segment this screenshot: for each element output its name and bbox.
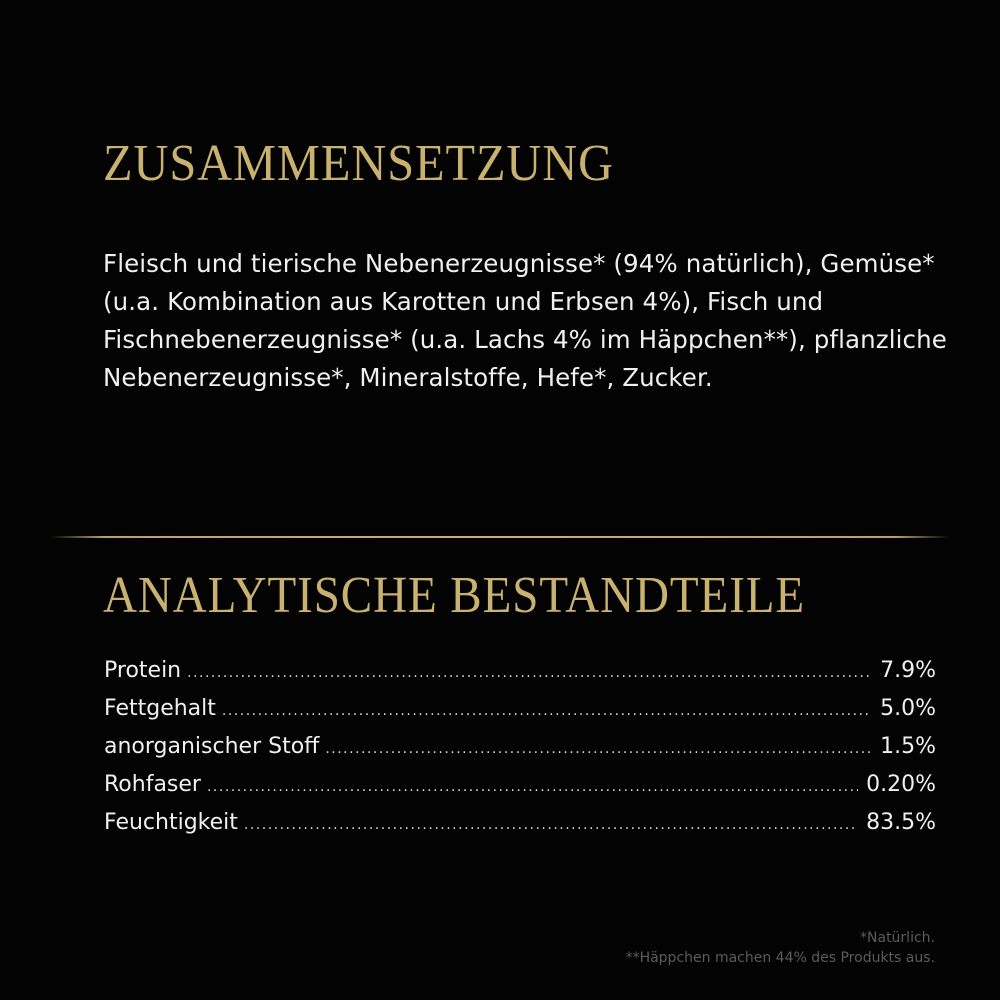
row-label: Feuchtigkeit <box>104 810 238 835</box>
row-value: 5.0% <box>880 696 936 721</box>
analysis-row-protein <box>104 658 936 696</box>
row-value: 1.5% <box>880 734 936 759</box>
row-label: Fettgehalt <box>104 696 216 721</box>
row-label: anorganischer Stoff <box>104 734 320 759</box>
analysis-row-ash <box>104 734 936 772</box>
composition-text: Fleisch und tierische Nebenerzeugnisse* (94% natürlich), Gemüse* (u.a. Kombination aus Karotten und Erbsen 4%), Fisch und Fischnebenerzeugnisse* (u.a. Lachs 4% im Häppchen**), pflanzliche Nebenerzeugnisse*, Mineralstoffe, Hefe*, Zucker. <box>103 249 947 392</box>
footnote-chunks: **Häppchen machen 44% des Produkts aus. <box>625 950 935 966</box>
row-label: Rohfaser <box>104 772 201 797</box>
analysis-row-moisture <box>104 810 936 848</box>
dot-leader <box>325 741 872 757</box>
dot-leader <box>222 703 872 719</box>
row-value: 7.9% <box>880 658 936 683</box>
analysis-table <box>104 658 936 848</box>
footnotes <box>626 928 935 968</box>
analysis-heading: ANALYTISCHE BESTANDTEILE <box>103 567 806 624</box>
composition-heading: ZUSAMMENSETZUNG <box>103 135 614 192</box>
row-value: 0.20% <box>866 772 936 797</box>
gold-divider <box>50 536 950 538</box>
row-label: Protein <box>104 658 182 683</box>
dot-leader <box>244 817 858 833</box>
analysis-row-fat <box>104 696 936 734</box>
dot-leader <box>187 665 872 681</box>
analysis-row-fiber <box>104 772 936 810</box>
row-value: 83.5% <box>866 810 936 835</box>
dot-leader <box>207 779 858 795</box>
footnote-natural: *Natürlich. <box>860 930 935 946</box>
